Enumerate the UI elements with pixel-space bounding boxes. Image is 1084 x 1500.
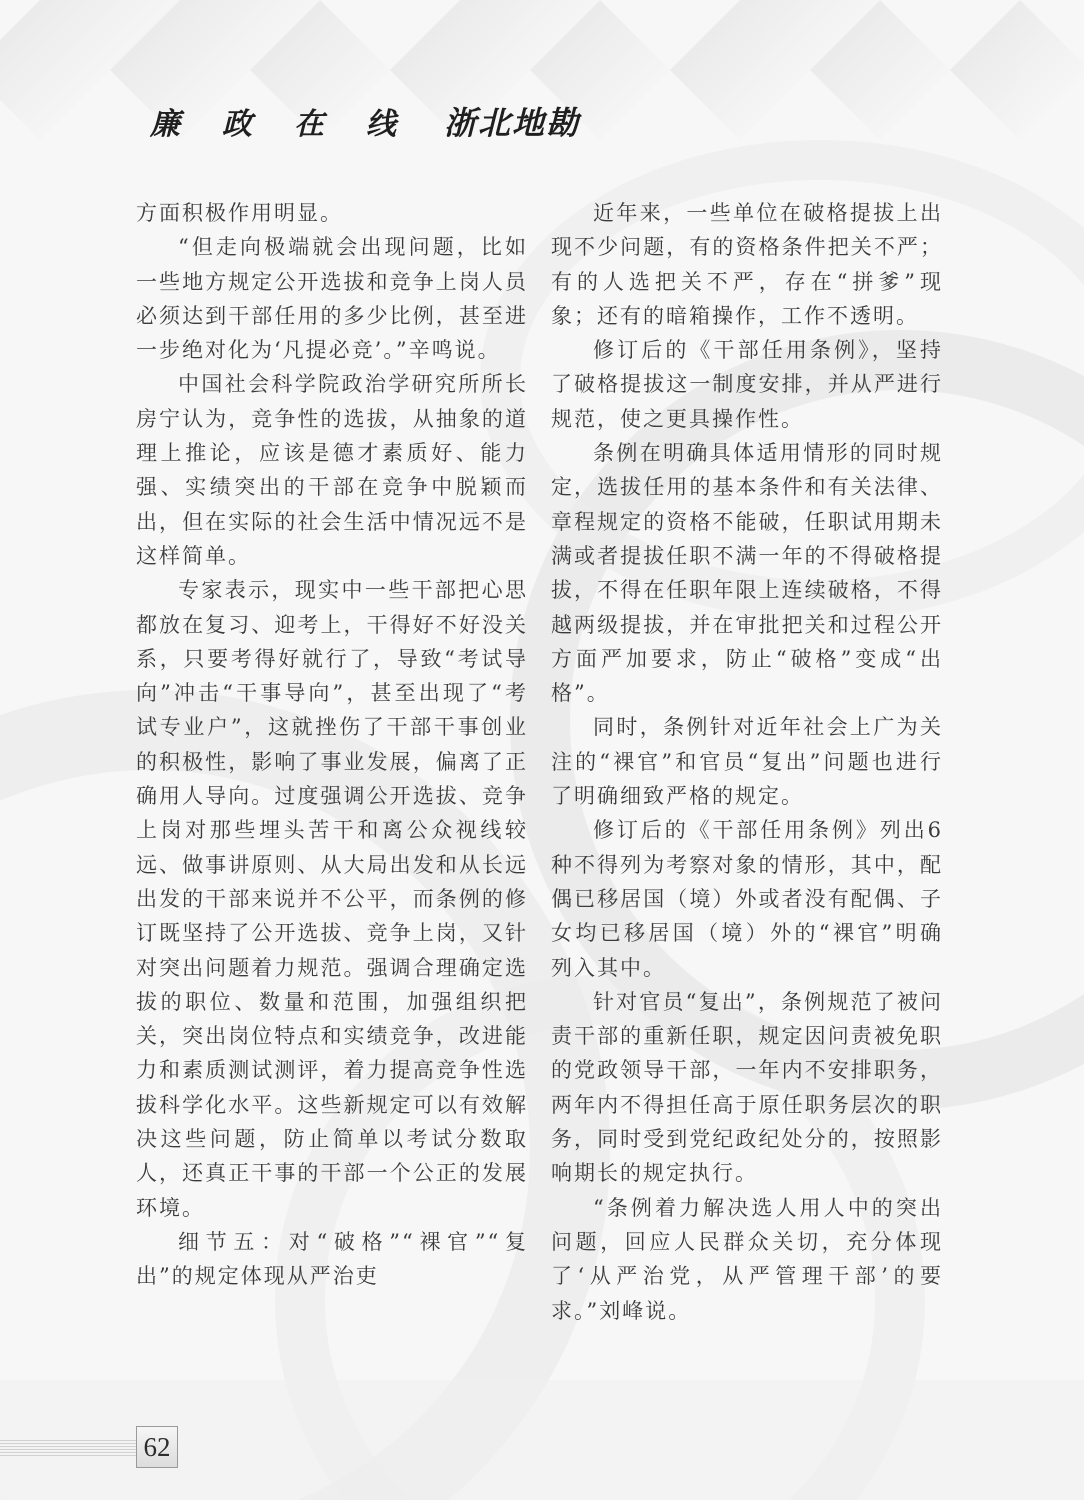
paragraph: 同时，条例针对近年社会上广为关注的“裸官”和官员“复出”问题也进行了明确细致严格的规定。 <box>551 715 943 809</box>
paragraph: 针对官员“复出”，条例规范了被问责干部的重新任职，规定因问责被免职的党政领导干部，一年内不安排职务，两年内不得担任高于原任职务层次的职务，同时受到党纪政纪处分的，按照影响期长的规定执行。 <box>551 989 943 1186</box>
paragraph: 条例在明确具体适用情形的同时规定，选拔任用的基本条件和有关法律、章程规定的资格不能破，任职试用期未满或者提拔任职不满一年的不得破格提拔，不得在任职年限上连续破格，不得越两级提拔，并在审批把关和过程公开方面严加要求，防止“破格”变成“出格”。 <box>551 441 943 706</box>
paragraph: 修订后的《干部任用条例》，坚持了破格提拔这一制度安排，并从严进行规范，使之更具操作性。 <box>551 338 943 431</box>
footer-rule <box>0 1440 136 1456</box>
paragraph: 修订后的《干部任用条例》列出6种不得列为考察对象的情形，其中，配偶已移居国（境）外或者没有配偶、子女均已移居国（境）外的“裸官”明确列入其中。 <box>551 818 943 980</box>
column-title <box>150 99 438 143</box>
section-heading: 细节五：对“破格”“裸官”“复出”的规定体现从严治吏 <box>136 1229 528 1289</box>
column-title-char: 线 <box>366 107 396 142</box>
column-title-char: 在 <box>294 107 324 142</box>
paragraph: 方面积极作用明显。 <box>136 201 343 225</box>
page-number: 62 <box>136 1426 178 1468</box>
paragraph: “但走向极端就会出现问题，比如一些地方规定公开选拔和竞争上岗人员必须达到干部任用的多少比例，甚至进一步绝对化为‘凡提必竞’。”辛鸣说。 <box>136 235 528 363</box>
paragraph: 专家表示，现实中一些干部把心思都放在复习、迎考上，干得好不好没关系，只要考得好就行了，导致“考试导向”冲击“干事导向”，甚至出现了“考试专业户”，这就挫伤了干部干事创业的积极性，影响了事业发展，偏离了正确用人导向。过度强调公开选拔、竞争上岗对那些埋头苦干和离公众视线较远、做事讲原则、从大局出发和从长远出发的干部来说并不公平，而条例的修订既坚持了公开选拔、竞争上岗，又针对突出问题着力规范。强调合理确定选拔的职位、数量和范围，加强组织把关，突出岗位特点和实绩竞争，改进能力和素质测试测评，着力提高竞争性选拔科学化水平。这些新规定可以有效解决这些问题，防止简单以考试分数取人，还真正干事的干部一个公正的发展环境。 <box>136 578 528 1220</box>
paragraph: 近年来，一些单位在破格提拔上出现不少问题，有的资格条件把关不严；有的人选把关不严，存在“拼爹”现象；还有的暗箱操作，工作不透明。 <box>551 201 943 328</box>
magazine-header <box>150 96 580 146</box>
column-title-char: 政 <box>222 107 252 142</box>
paragraph: 中国社会科学院政治学研究所所长房宁认为，竞争性的选拔，从抽象的道理上推论，应该是德才素质好、能力强、实绩突出的干部在竞争中脱颖而出，但在实际的社会生活中情况远不是这样简单。 <box>136 372 528 568</box>
paragraph: “条例着力解决选人用人中的突出问题，回应人民群众关切，充分体现了‘从严治党，从严管理干部’的要求。”刘峰说。 <box>551 1195 943 1323</box>
right-text-column <box>551 196 943 1328</box>
publication-name: 浙北地勘 <box>444 104 581 142</box>
left-text-column <box>136 196 528 1294</box>
column-title-char: 廉 <box>150 107 180 142</box>
